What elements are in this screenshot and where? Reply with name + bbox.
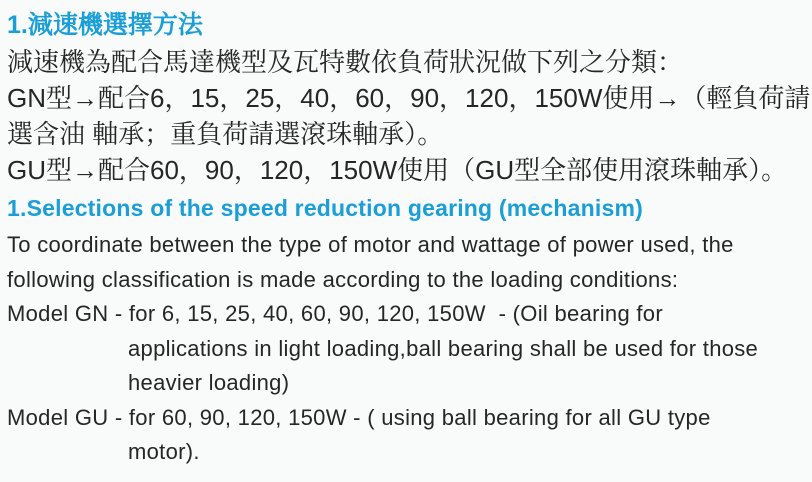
en-text-line-1: To coordinate between the type of motor and wattage of power used, the — [7, 232, 734, 257]
en-text-line-6: Model GU - for 60, 90, 120, 150W - ( using ball bearing for all GU type — [7, 404, 711, 430]
en-text-line-7: motor). — [128, 439, 200, 464]
en-text-line-3: Model GN - for 6, 15, 25, 40, 60, 90, 120, 150W - (Oil bearing for — [7, 301, 663, 326]
en-section-heading: 1.Selections of the speed reduction gearing (mechanism) — [7, 195, 643, 221]
zh-text-line-1: 減速機為配合馬達機型及瓦特數依負荷狀況做下列之分類： — [7, 47, 684, 77]
zh-text-line-3: 選含油 軸承；重負荷請選滾珠軸承）。 — [7, 119, 444, 149]
en-text-line-2: following classification is made according to the loading conditions: — [7, 266, 679, 292]
en-text-line-5: heavier loading) — [128, 370, 290, 395]
zh-text-line-2: GN型→配合6，15，25，40，60，90，120，150W使用→（輕負荷請 — [7, 83, 811, 113]
zh-section-heading: 1.減速機選擇方法 — [7, 11, 203, 39]
en-text-line-4: applications in light loading,ball bearing shall be used for those — [128, 335, 759, 361]
zh-text-line-4: GU型→配合60，90，120，150W使用（GU型全部使用滾珠軸承）。 — [7, 155, 788, 185]
